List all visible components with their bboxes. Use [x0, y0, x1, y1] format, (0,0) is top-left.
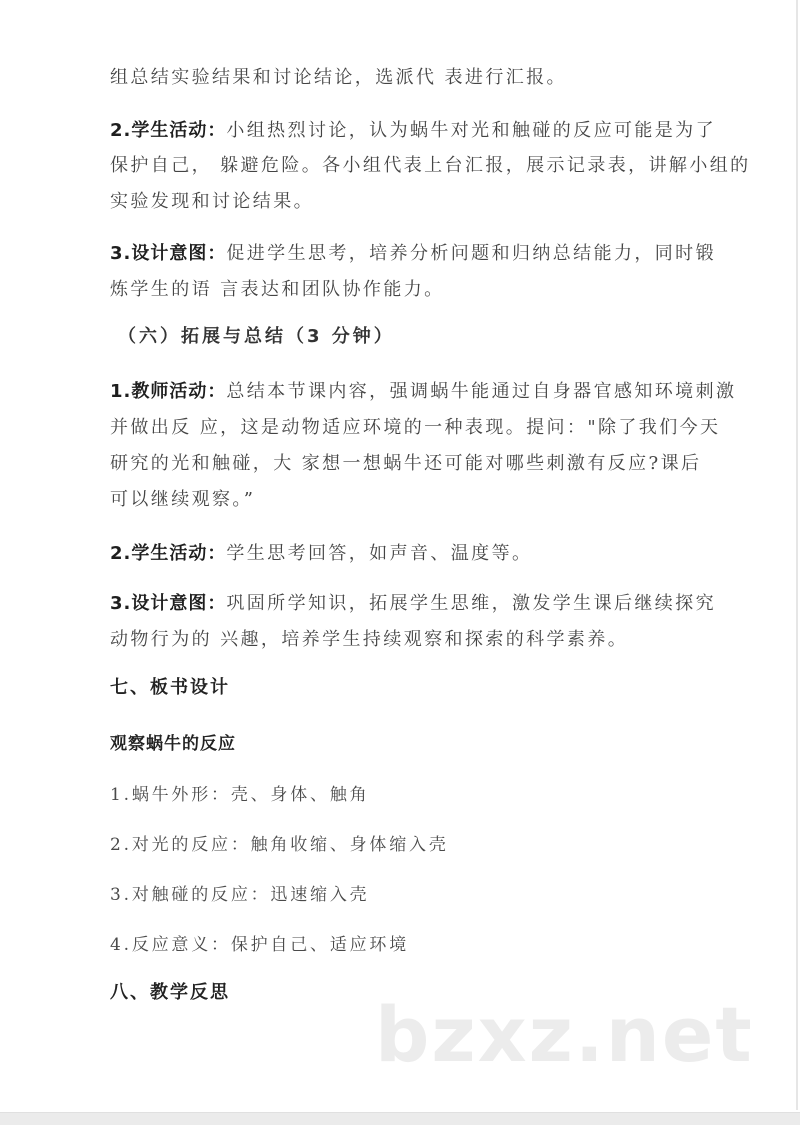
line-text: 炼学生的语 言表达和团队协作能力。 — [110, 279, 445, 300]
paragraph-line — [110, 489, 255, 511]
line-text: 组总结实验结果和讨论结论，选派代 表进行汇报。 — [110, 67, 567, 88]
design-intent-paragraph — [110, 593, 716, 615]
line-text: 保护自己， 躲避危险。各小组代表上台汇报，展示记录表，讲解小组的 — [110, 155, 751, 176]
paragraph-line — [110, 417, 720, 439]
line-text: 可以继续观察。” — [110, 489, 256, 510]
board-item: 3.对触碰的反应：迅速缩入壳 — [110, 885, 370, 905]
paragraph-line — [110, 155, 751, 177]
page-bottom-edge — [0, 1112, 800, 1125]
design-intent-paragraph — [110, 243, 716, 265]
item-label: 3.设计意图： — [110, 593, 227, 614]
item-label: 2.学生活动： — [110, 543, 227, 564]
student-activity-paragraph — [110, 120, 716, 142]
line-text: 实验发现和讨论结果。 — [110, 191, 314, 212]
paragraph-line — [110, 279, 445, 301]
item-label: 3.设计意图： — [110, 243, 227, 264]
line-text: 促进学生思考，培养分析问题和归纳总结能力，同时锻 — [226, 243, 716, 264]
line-text: 巩固所学知识，拓展学生思维，激发学生课后继续探究 — [226, 593, 716, 614]
line-text: 研究的光和触碰，大 家想一想蜗牛还可能对哪些刺激有反应?课后 — [110, 453, 702, 474]
teacher-activity-paragraph — [110, 381, 736, 403]
item-label: 2.学生活动： — [110, 120, 227, 141]
paragraph-line — [110, 453, 701, 475]
item-label: 1.教师活动： — [110, 381, 227, 402]
paragraph-line — [110, 191, 314, 213]
subsection-heading: （六）拓展与总结（3 分钟） — [118, 326, 395, 347]
watermark: bzxz.net — [375, 990, 754, 1079]
section-heading-board-design: 七、板书设计 — [110, 677, 230, 698]
section-heading-teaching-reflection: 八、教学反思 — [110, 982, 230, 1003]
line-text: 总结本节课内容，强调蜗牛能通过自身器官感知环境刺激 — [226, 381, 737, 402]
line-text: 并做出反 应，这是动物适应环境的一种表现。提问："除了我们今天 — [110, 417, 721, 438]
board-item: 1.蜗牛外形：壳、身体、触角 — [110, 785, 370, 805]
student-activity-paragraph — [110, 543, 532, 565]
line-text: 学生思考回答，如声音、温度等。 — [226, 543, 533, 564]
paragraph-line — [110, 629, 628, 651]
line-text: 动物行为的 兴趣，培养学生持续观察和探索的科学素养。 — [110, 629, 629, 650]
line-text: 小组热烈讨论，认为蜗牛对光和触碰的反应可能是为了 — [226, 120, 716, 141]
board-title: 观察蜗牛的反应 — [110, 734, 236, 754]
board-item: 2.对光的反应：触角收缩、身体缩入壳 — [110, 835, 449, 855]
board-item: 4.反应意义：保护自己、适应环境 — [110, 935, 410, 955]
paragraph-line — [110, 67, 567, 89]
